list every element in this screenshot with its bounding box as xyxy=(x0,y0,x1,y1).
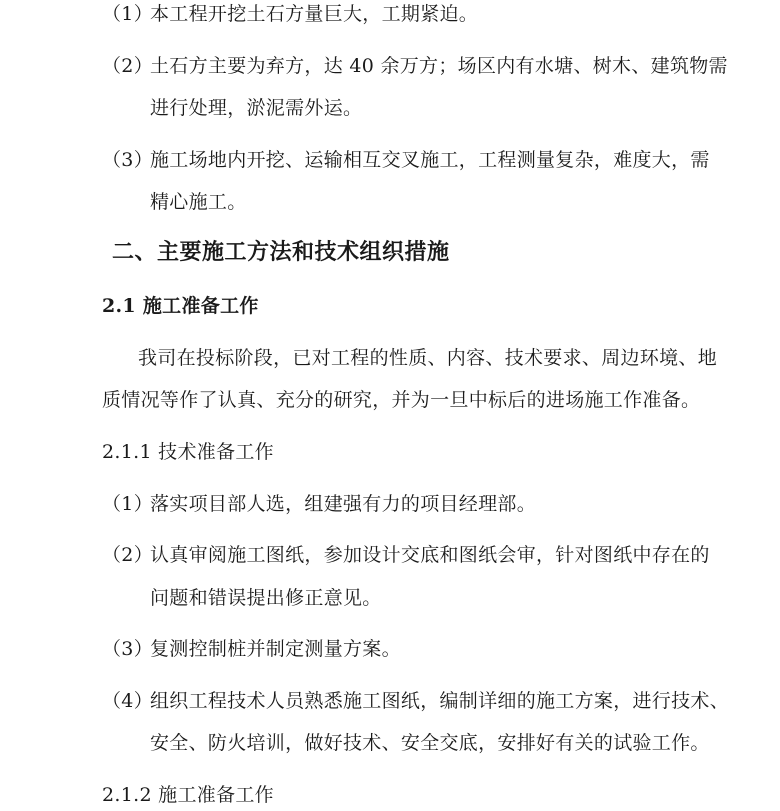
item-text: 复测控制桩并制定测量方案。 xyxy=(150,638,401,660)
list-item-2-continuation: 进行处理，淤泥需外运。 xyxy=(150,97,363,119)
list-item-3 xyxy=(102,148,710,172)
paragraph-line-2: 质情况等作了认真、充分的研究，并为一旦中标后的进场施工作准备。 xyxy=(102,389,701,411)
tech-item-1 xyxy=(102,492,536,516)
subsection-title: 2.1 施工准备工作 xyxy=(102,295,259,317)
item-text: 施工场地内开挖、运输相互交叉施工，工程测量复杂，难度大，需 xyxy=(150,149,710,171)
item-number: （3） xyxy=(102,149,153,171)
list-item-3-continuation: 精心施工。 xyxy=(150,191,247,213)
tech-item-3 xyxy=(102,637,401,661)
item-text: 土石方主要为弃方，达 40 余万方；场区内有水塘、树木、建筑物需 xyxy=(150,55,728,77)
subsubsection-title-1: 2.1.1 技术准备工作 xyxy=(102,441,274,463)
subsubsection-title-2: 2.1.2 施工准备工作 xyxy=(102,784,274,806)
item-number: （4） xyxy=(102,690,153,712)
item-text: 落实项目部人选，组建强有力的项目经理部。 xyxy=(150,493,537,515)
item-text: 本工程开挖土石方量巨大，工期紧迫。 xyxy=(150,3,479,25)
item-text: 认真审阅施工图纸，参加设计交底和图纸会审，针对图纸中存在的 xyxy=(150,544,710,566)
list-item-2 xyxy=(102,54,728,78)
tech-item-2-continuation: 问题和错误提出修正意见。 xyxy=(150,587,382,609)
paragraph-line-1: 我司在投标阶段，已对工程的性质、内容、技术要求、周边环境、地 xyxy=(138,347,718,369)
tech-item-2 xyxy=(102,543,710,567)
item-number: （2） xyxy=(102,55,153,77)
list-item-1 xyxy=(102,2,478,26)
section-title: 二、主要施工方法和技术组织措施 xyxy=(112,239,450,265)
item-number: （1） xyxy=(102,3,153,25)
tech-item-4-continuation: 安全、防火培训，做好技术、安全交底，安排好有关的试验工作。 xyxy=(150,732,710,754)
item-text: 组织工程技术人员熟悉施工图纸，编制详细的施工方案，进行技术、 xyxy=(150,690,730,712)
item-number: （1） xyxy=(102,493,153,515)
item-number: （3） xyxy=(102,638,153,660)
item-number: （2） xyxy=(102,544,153,566)
tech-item-4 xyxy=(102,689,729,713)
